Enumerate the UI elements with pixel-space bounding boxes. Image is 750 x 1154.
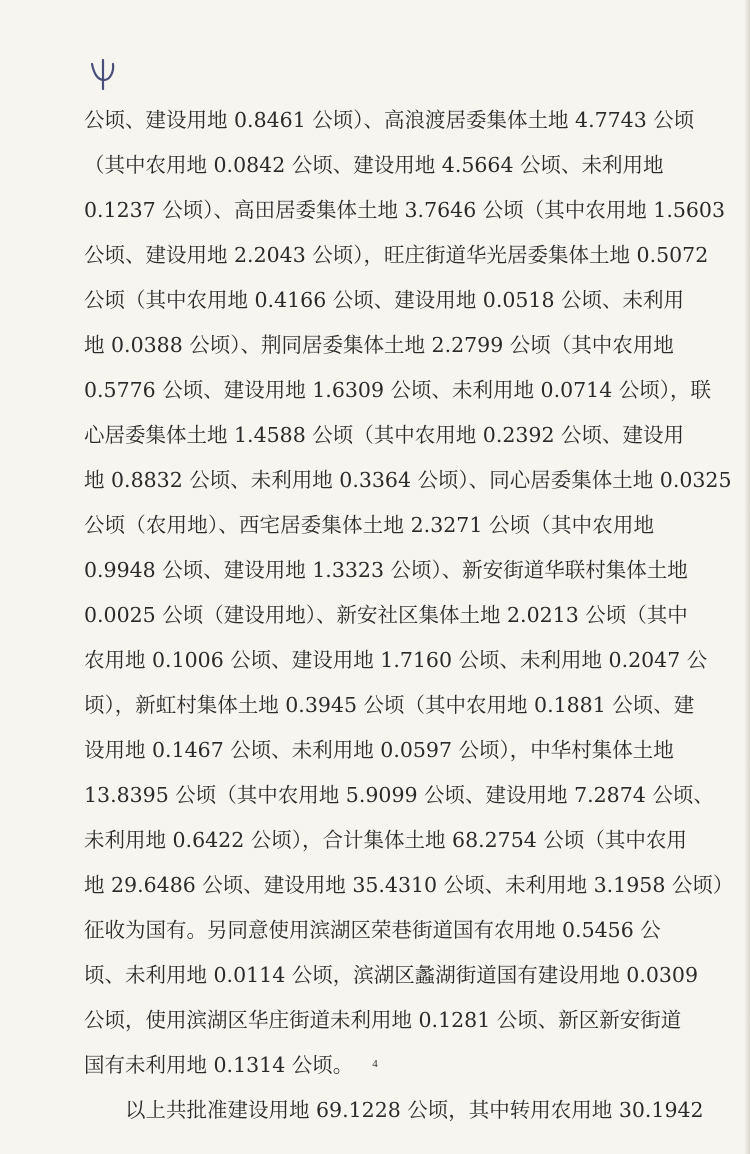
text-line: 公顷（其中农用地 0.4166 公顷、建设用地 0.0518 公顷、未利用: [84, 288, 685, 312]
document-body: [84, 98, 734, 1133]
handwritten-mark-icon: [88, 58, 118, 92]
text-line: 公顷、建设用地 2.2043 公顷），旺庄街道华光居委集体土地 0.5072: [84, 243, 709, 267]
text-line: 以上共批准建设用地 69.1228 公顷，其中转用农用地 30.1942: [125, 1098, 704, 1122]
text-line: （其中农用地 0.0842 公顷、建设用地 4.5664 公顷、未利用地: [84, 153, 664, 177]
text-line: 0.9948 公顷、建设用地 1.3323 公顷）、新安街道华联村集体土地: [84, 558, 688, 582]
text-line: 地 29.6486 公顷、建设用地 35.4310 公顷、未利用地 3.1958 公顷）: [84, 873, 734, 897]
text-line: 0.5776 公顷、建设用地 1.6309 公顷、未利用地 0.0714 公顷），联: [84, 378, 712, 402]
text-line: 公顷，使用滨湖区华庄街道未利用地 0.1281 公顷、新区新安街道: [84, 1008, 682, 1032]
text-line: 心居委集体土地 1.4588 公顷（其中农用地 0.2392 公顷、建设用: [84, 423, 685, 447]
text-line: 公顷、建设用地 0.8461 公顷）、高浪渡居委集体土地 4.7743 公顷: [84, 108, 695, 132]
scan-edge: [744, 0, 750, 1154]
text-line: 设用地 0.1467 公顷、未利用地 0.0597 公顷），中华村集体土地: [84, 738, 674, 762]
page-number: 4: [372, 1058, 378, 1070]
text-line: 顷），新虹村集体土地 0.3945 公顷（其中农用地 0.1881 公顷、建: [84, 693, 695, 717]
text-line: 国有未利用地 0.1314 公顷。: [84, 1053, 354, 1077]
text-line: 地 0.8832 公顷、未利用地 0.3364 公顷）、同心居委集体土地 0.0325: [84, 468, 732, 492]
text-line: 地 0.0388 公顷）、荆同居委集体土地 2.2799 公顷（其中农用地: [84, 333, 674, 357]
text-line: 0.1237 公顷）、高田居委集体土地 3.7646 公顷（其中农用地 1.5603: [84, 198, 726, 222]
text-line: 0.0025 公顷（建设用地）、新安社区集体土地 2.0213 公顷（其中: [84, 603, 688, 627]
text-line: 13.8395 公顷（其中农用地 5.9099 公顷、建设用地 7.2874 公顷、: [84, 783, 714, 807]
text-line: 征收为国有。另同意使用滨湖区荣巷街道国有农用地 0.5456 公: [84, 918, 661, 942]
text-line: 农用地 0.1006 公顷、建设用地 1.7160 公顷、未利用地 0.2047 公: [84, 648, 708, 672]
text-line: 未利用地 0.6422 公顷），合计集体土地 68.2754 公顷（其中农用: [84, 828, 687, 852]
text-line: 顷、未利用地 0.0114 公顷，滨湖区蠡湖街道国有建设用地 0.0309: [84, 963, 699, 987]
text-line: 公顷（农用地）、西宅居委集体土地 2.3271 公顷（其中农用地: [84, 513, 654, 537]
